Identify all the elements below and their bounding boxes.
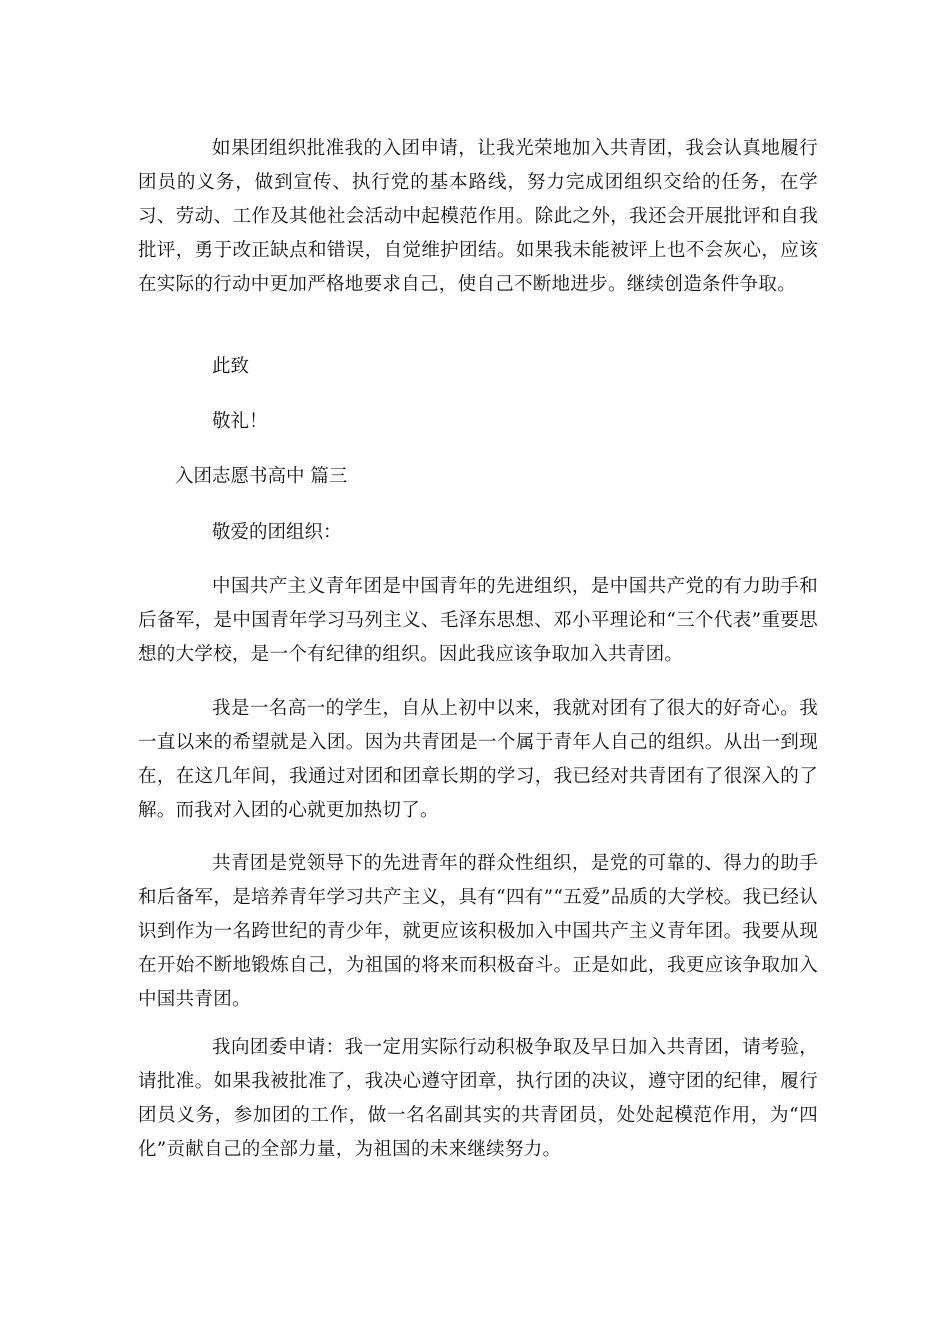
paragraph-application: 我向团委申请：我一定用实际行动积极争取及早日加入共青团，请考验，请批准。如果我被批准了，我决心遵守团章，执行团的决议，遵守团的纪律，履行团员义务，参加团的工作，做一名名副其实的共青团员，处处起模范作用，为“四化”贡献自己的全部力量，为祖国的未来继续努力。 xyxy=(138,1037,818,1160)
paragraph-understanding: 共青团是党领导下的先进青年的群众性组织，是党的可靠的、得力的助手和后备军，是培养青年学习共产主义，具有“四有”“五爱”品质的大学校。我已经认识到作为一名跨世纪的青少年，就更应该积极加入中国共产主义青年团。我要从现在开始不断地锻炼自己，为祖国的将来而积极奋斗。正是如此，我更应该争取加入中国共青团。 xyxy=(138,853,818,1010)
section-title: 入团志愿书高中 篇三 xyxy=(175,466,348,487)
salutation: 敬爱的团组织： xyxy=(212,522,342,543)
paragraph-intro: 中国共产主义青年团是中国青年的先进组织，是中国共产党的有力助手和后备军，是中国青年学习马列主义、毛泽东思想、邓小平理论和“三个代表”重要思想的大学校，是一个有纪律的组织。因此我应该争取加入共青团。 xyxy=(138,576,818,665)
paragraph-commitment: 如果团组织批准我的入团申请，让我光荣地加入共青团，我会认真地履行团员的义务，做到宣传、执行党的基本路线，努力完成团组织交给的任务，在学习、劳动、工作及其他社会活动中起模范作用。除此之外，我还会开展批评和自我批评，勇于改正缺点和错误，自觉维护团结。如果我未能被评上也不会灰心，应该在实际的行动中更加严格地要求自己，使自己不断地进步。继续创造条件争取。 xyxy=(138,138,818,295)
closing-line-1: 此致 xyxy=(212,356,250,377)
closing-line-2: 敬礼！ xyxy=(212,411,268,432)
paragraph-personal: 我是一名高一的学生，自从上初中以来，我就对团有了很大的好奇心。我一直以来的希望就是入团。因为共青团是一个属于青年人自己的组织。从出一到现在，在这几年间，我通过对团和团章长期的学习，我已经对共青团有了很深入的了解。而我对入团的心就更加热切了。 xyxy=(138,698,818,821)
